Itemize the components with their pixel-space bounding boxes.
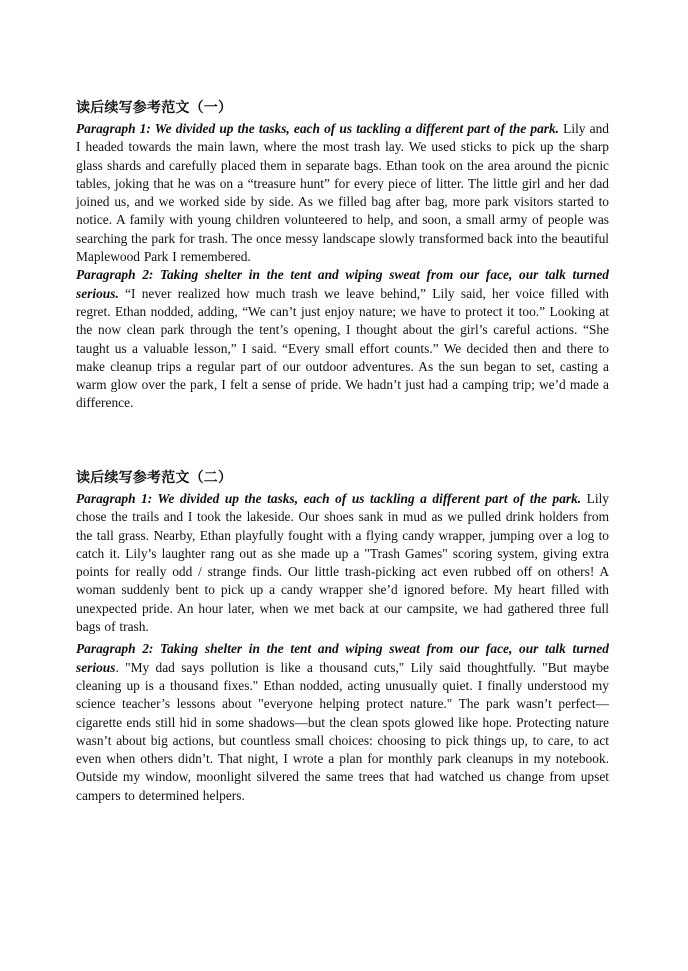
paragraph-body: Lily and I headed towards the main lawn, where the most trash lay. We used sticks to pick up the sharp glass shards and carefully placed them in separate bags. Ethan took on the area around the picnic tables, joking that he was on a “treasure hunt” for every piece of litter. The little girl and her dad joined us, and we worked side by side. As we filled bag after bag, more park visitors started to notice. A family with young children volunteered to help, and soon, a small army of people was searching the park for trash. The once messy landscape slowly transformed back into the beautiful Maplewood Park I remembered. [76, 121, 609, 265]
paragraph-lead: Paragraph 2: Taking shelter in the tent and wiping sweat from our face, our talk turned serious. [76, 267, 609, 301]
section-heading: 读后续写参考范文（二） [76, 470, 233, 486]
sample-essay-2 [76, 468, 609, 805]
paragraph-body: “I never realized how much trash we leave behind,” Lily said, her voice filled with regret. Ethan nodded, adding, “We can’t just enjoy nature; we have to protect it too.” Looking at the now clean park through the tent’s opening, I thought about the girl’s careful actions. “She taught us a valuable lesson,” I said. “Every small effort counts.” We decided then and there to make cleanup trips a regular part of our outdoor adventures. As the sun began to set, casting a warm glow over the park, I felt a sense of pride. We hadn’t just had a camping trip; we’d made a difference. [76, 285, 609, 411]
paragraph-lead: Paragraph 1: We divided up the tasks, each of us tackling a different part of the park. [76, 121, 560, 136]
paragraph-2 [76, 266, 609, 412]
paragraph-body: Lily chose the trails and I took the lakeside. Our shoes sank in mud as we pulled drink holders from the tall grass. Nearby, Ethan playfully fought with a flying candy wrapper, jumping over a log to catch it. Lily’s laughter rang out as she made up a "Trash Games" scoring system, giving extra points for really odd / strange finds. Our little trash-picking act even rubbed off on others! A woman suddenly bent to pick up a candy wrapper she’d ignored before. My heart filled with unexpected pride. An hour later, when we met back at our campsite, we had gathered three full bags of trash. [76, 491, 609, 635]
paragraph-lead: Paragraph 1: We divided up the tasks, each of us tackling a different part of the park. [76, 491, 582, 506]
paragraph-1 [76, 490, 609, 636]
paragraph-2 [76, 640, 609, 805]
sample-essay-1 [76, 98, 609, 413]
section-heading: 读后续写参考范文（一） [76, 100, 233, 116]
paragraph-1 [76, 120, 609, 266]
paragraph-body: . "My dad says pollution is like a thousand cuts," Lily said thoughtfully. "But maybe cleaning up is a thousand fixes." Ethan nodded, acting unusually quiet. I finally understood my science teacher’s lessons about "everyone helping protect nature." The park wasn’t perfect—cigarette ends still hid in some shadows—but the clean spots glowed like hope. Protecting nature wasn’t about big actions, but countless small choices: choosing to pick things up, to care, to act even when others didn’t. That night, I wrote a plan for monthly park cleanups in my notebook. Outside my window, moonlight silvered the same trees that had watched us change from upset campers to determined helpers. [76, 659, 609, 803]
paragraph-lead: Paragraph 2: Taking shelter in the tent and wiping sweat from our face, our talk turned serious [76, 641, 609, 675]
